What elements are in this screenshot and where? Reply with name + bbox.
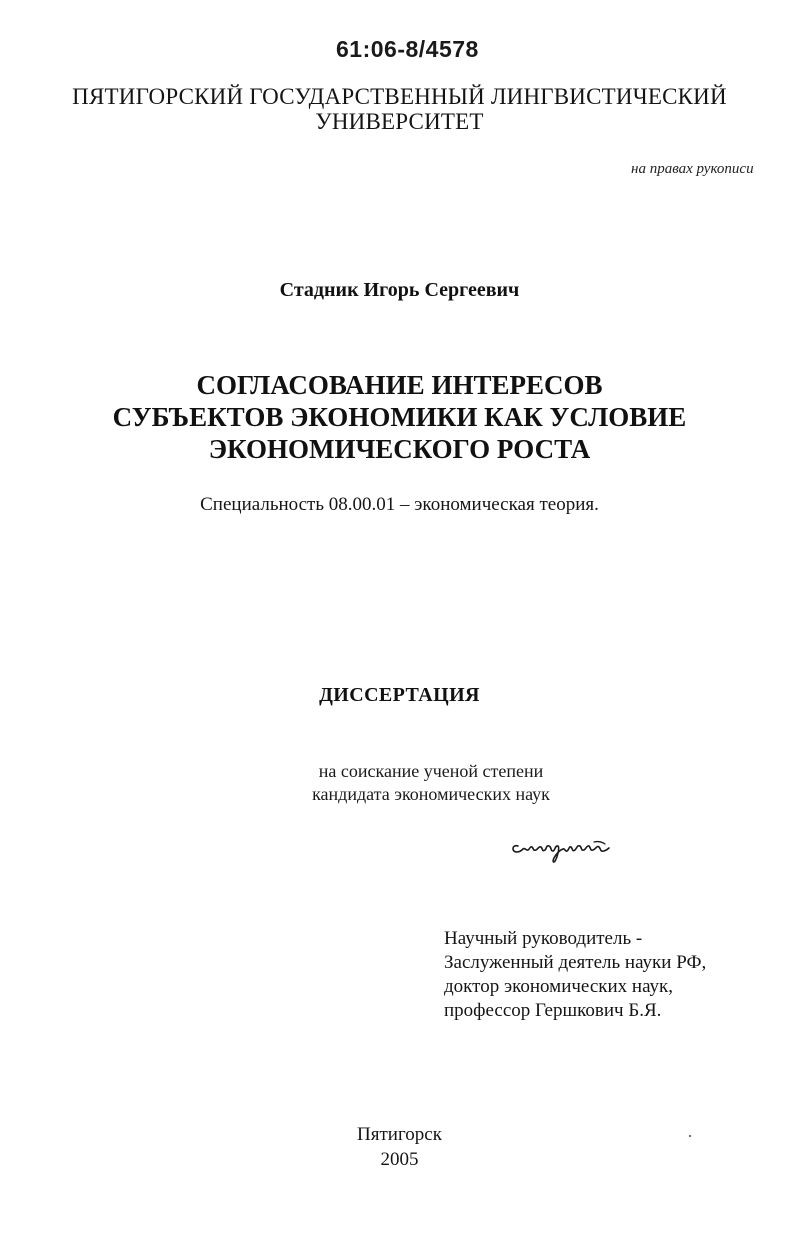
scientific-advisor [444,927,706,1023]
title-line-3: ЭКОНОМИЧЕСКОГО РОСТА [208,434,591,464]
advisor-line-3: доктор экономических наук, [444,976,674,997]
university-name-line-1: ПЯТИГОРСКИЙ ГОСУДАРСТВЕННЫЙ ЛИНГВИСТИЧЕСКИЙ [72,84,727,109]
handwritten-signature-icon [508,830,612,866]
university-name-line-2: УНИВЕРСИТЕТ [315,109,484,134]
university-name [0,84,799,134]
advisor-line-1: Научный руководитель - [444,928,643,949]
manuscript-note: на правах рукописи [631,161,754,177]
dissertation-title [0,369,799,465]
degree-line-2: кандидата экономических наук [312,784,550,804]
advisor-line-4: профессор Гершкович Б.Я. [444,1000,662,1021]
advisor-line-2: Заслуженный деятель науки РФ, [444,952,707,973]
title-line-1: СОГЛАСОВАНИЕ ИНТЕРЕСОВ [196,370,603,400]
scan-speck [689,1135,691,1137]
specialty-line: Специальность 08.00.01 – экономическая теория. [200,494,599,515]
year: 2005 [380,1149,419,1170]
city: Пятигорск [357,1124,442,1145]
author-name: Стадник Игорь Сергеевич [279,279,520,301]
degree-line-1: на соискание ученой степени [318,761,544,781]
degree-description [296,760,566,806]
catalog-number: 61:06-8/4578 [336,36,479,62]
city-and-year [0,1122,799,1172]
document-type: ДИССЕРТАЦИЯ [319,684,480,706]
title-line-2: СУБЪЕКТОВ ЭКОНОМИКИ КАК УСЛОВИЕ [112,402,687,432]
